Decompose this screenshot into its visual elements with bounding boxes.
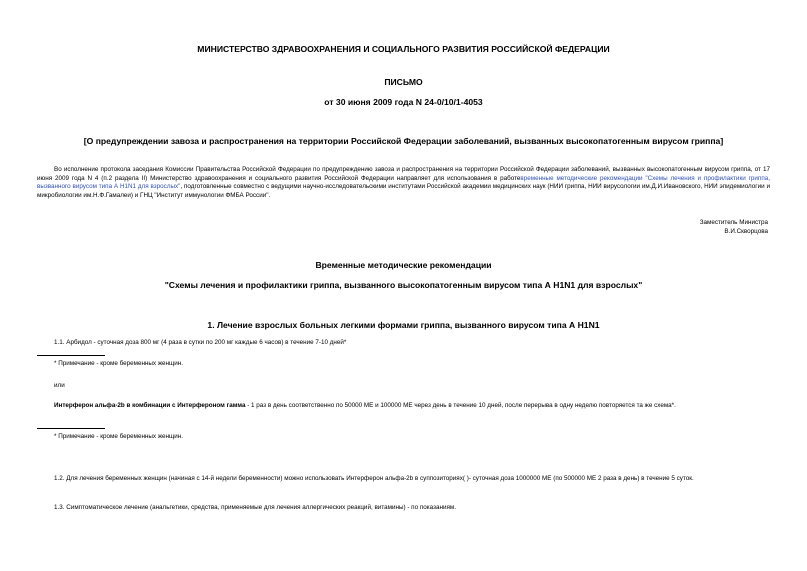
- footnote-rule-2: [37, 428, 105, 429]
- item-1-3: 1.3. Симптоматическое лечение (анальгетики, средства, применяемые для лечения аллергических реакций, витамины) - по показаниям.: [54, 504, 456, 511]
- section-1-heading: 1. Лечение взрослых больных легкими формами гриппа, вызванного вирусом типа А H1N1: [207, 320, 600, 330]
- footnote-2: * Примечание - кроме беременных женщин.: [54, 433, 183, 440]
- interferon-dosage: - 1 раз в день соответственно по 50000 МЕ и 100000 МЕ через день в течение 10 дней, после перерыва в одну неделю повторяется та же схема*.: [245, 402, 676, 409]
- document-date-number: от 30 июня 2009 года N 24-0/10/1-4053: [324, 97, 483, 107]
- recommendations-subtitle: "Схемы лечения и профилактики гриппа, вызванного высокопатогенным вирусом типа А H1N1 для взрослых": [164, 280, 643, 290]
- intro-text-end: , подготовленные совместно с ведущими научно-исследовательскими институтами Российской академии медицинских наук (НИИ гриппа, НИИ вирусологии им.Д.И.Ивановского, НИИ эпидемиологии и микробиологии им.Н.Ф.Гамалеи) и ГНЦ "Институт иммунологии ФМБА России".: [37, 183, 770, 199]
- ministry-title: МИНИСТЕРСТВО ЗДРАВООХРАНЕНИЯ И СОЦИАЛЬНОГО РАЗВИТИЯ РОССИЙСКОЙ ФЕДЕРАЦИИ: [197, 44, 610, 54]
- item-1-1: 1.1. Арбидол - суточная доза 800 мг (4 раза в сутки по 200 мг каждые 6 часов) в течение 7-10 дней*: [54, 339, 347, 346]
- document-type: ПИСЬМО: [384, 77, 423, 87]
- recommendations-link[interactable]: временные методические рекомендации "Схемы лечения и профилактики гриппа, вызванного вирусом типа А H1N1 для взрослых": [37, 174, 770, 191]
- intro-paragraph: [37, 166, 770, 200]
- recommendations-title: Временные методические рекомендации: [315, 260, 492, 270]
- or-text: или: [54, 382, 65, 389]
- intro-text: Во исполнение протокола заседания Комиссии Правительства Российской Федерации по предупреждению завоза и распространения на территории Российской Федерации заболеваний, вызванных высокопатогенным вирусом гриппа, от 17 июня 2009 года N 4 (п.2 раздела II) Министерство здравоохранения и социального развития Российской Федерации направляет для использования в работе: [37, 166, 770, 182]
- interferon-drug-name: Интерферон альфа-2b в комбинации с Интерфероном гамма: [54, 402, 246, 409]
- document-subject: [О предупреждении завоза и распространения на территории Российской Федерации заболеваний, вызванных высокопатогенным вирусом гриппа]: [83, 136, 724, 146]
- interferon-paragraph: [37, 402, 770, 411]
- signature-name: В.И.Скворцова: [724, 228, 768, 235]
- footnote-1: * Примечание - кроме беременных женщин.: [54, 360, 183, 367]
- footnote-rule: [37, 355, 105, 356]
- item-1-2: 1.2. Для лечения беременных женщин (начиная с 14-й недели беременности) можно использовать Интерферон альфа-2b в суппозиториях( )- суточная доза 1000000 МЕ (по 500000 МЕ 2 раза в день) в течение 5 суток.: [54, 475, 694, 482]
- signature-position: Заместитель Министра: [699, 219, 768, 226]
